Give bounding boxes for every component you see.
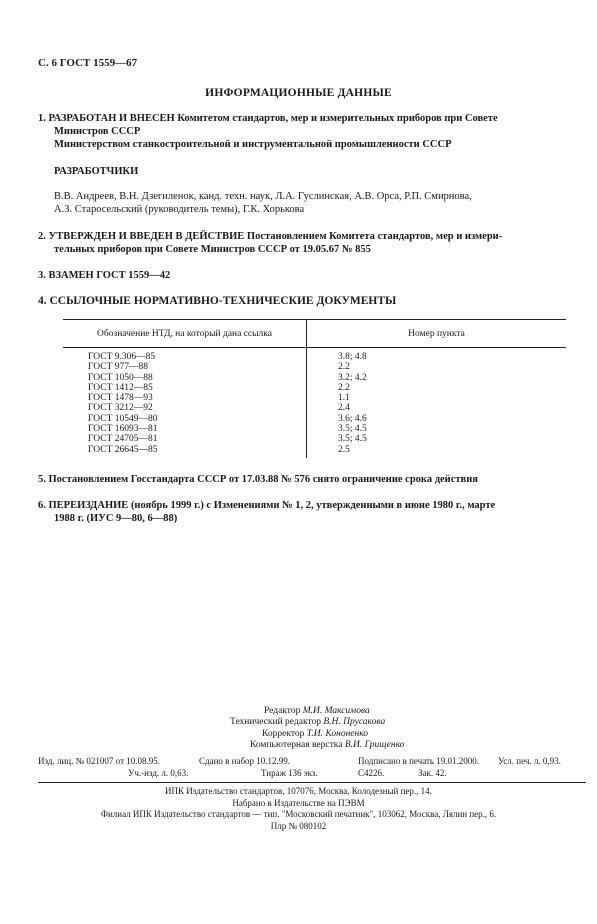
table-cell-clause: 2.2 [338,362,350,373]
table-row [63,414,566,424]
table-cell-designation: ГОСТ 24705—81 [63,434,307,444]
item-5-number: 5. [38,474,46,485]
item-1-text-line3: Министерством станкостроительной и инструментальной промышленности СССР [54,139,452,150]
imprint-run: Тираж 136 экз. [261,768,318,778]
item-6-number: 6. [38,500,46,511]
item-1-text: Комитетом стандартов, мер и измерительных приборов при Совете [177,113,498,124]
credits [230,706,404,751]
item-3 [38,269,170,282]
table-row [63,362,566,372]
table-cell-clause: 3.2; 4.2 [338,372,367,383]
table-cell-designation: ГОСТ 977—88 [63,362,307,372]
item-2 [38,230,578,256]
table-cell-clause: 2.2 [338,382,350,393]
item-4-lead: ССЫЛОЧНЫЕ НОРМАТИВНО-ТЕХНИЧЕСКИЕ ДОКУМЕНТЫ [49,295,397,307]
item-1-lead: РАЗРАБОТАН И ВНЕСЕН [48,113,175,124]
item-2-lead: УТВЕРЖДЕН И ВВЕДЕН В ДЕЙСТВИЕ [48,231,245,242]
item-2-number: 2. [38,231,46,242]
item-6-lead: ПЕРЕИЗДАНИЕ [48,500,129,511]
item-3-lead: ВЗАМЕН ГОСТ 1559—42 [48,270,171,281]
table-row [63,383,566,393]
developers-line1: В.В. Андреев, В.Н. Дзегиленок, канд. техн. наук, Л.А. Гуслинская, А.В. Орса, Р.П. Смирнова, [54,191,472,202]
developers-heading: РАЗРАБОТЧИКИ [54,166,139,177]
credit-tech-editor-name: В.Н. Прусакова [323,717,386,728]
publisher-line4: Плр № 080102 [270,820,327,831]
table-cell-designation: ГОСТ 9.306—85 [63,348,307,363]
table-row [63,445,566,458]
table-cell-clause: 3.8; 4.8 [338,352,367,362]
table-cell-designation: ГОСТ 1050—88 [63,373,307,383]
table-cell-designation: ГОСТ 10549—80 [63,414,307,424]
table-cell-clause: 3.5; 4.5 [338,434,367,445]
credit-corrector-role: Корректор [262,728,305,739]
credit-layout-role: Компьютерная верстка [250,739,343,750]
publisher-line3: Филиал ИПК Издательство стандартов — тип. "Московский печатник", 103062, Москва, Лялин пер., 6. [100,809,497,819]
item-6 [38,499,588,525]
page-header: С. 6 ГОСТ 1559—67 [38,57,138,69]
credit-tech-editor-role: Технический редактор [230,717,321,728]
table-row [63,403,566,413]
item-1 [38,112,578,151]
item-3-number: 3. [38,270,46,281]
imprint-sent-to-set: Сдано в набор 10.12.99. [199,756,291,766]
imprint-code: С4226. [358,768,385,778]
imprint-order: Зак. 42. [418,768,447,778]
item-4 [38,295,396,308]
item-1-text-line2: Министров СССР [54,126,141,137]
table-cell-designation: ГОСТ 1412—85 [63,383,307,393]
table-cell-clause: 3.5; 4.5 [338,424,367,435]
table-header-designation: Обозначение НТД, на который дана ссылка [63,320,307,348]
item-4-number: 4. [38,295,47,307]
table-row [63,424,566,434]
item-6-text-line1: (ноябрь 1999 г.) с Изменениями № 1, 2, утвержденными в июне 1980 г., марте [130,500,496,511]
publisher [0,786,597,832]
developers-line2: А.З. Старосельский (руководитель темы), Г.К. Хорькова [54,204,305,215]
credit-corrector-name: Т.И. Кононенко [306,728,369,739]
imprint-signed: Подписано в печать 19.01.2000. [358,756,480,766]
table-row [63,434,566,444]
item-2-text-line1: Постановлением Комитета стандартов, мер и измери- [246,231,503,242]
table-cell-clause: 2.5 [338,444,350,455]
credit-layout-name: В.И. Грищенко [344,739,405,750]
developers-list [54,190,584,216]
item-5-text: Постановлением Госстандарта СССР от 17.03.88 № 576 снято ограничение срока действия [48,474,478,485]
table-cell-designation: ГОСТ 1478—93 [63,393,307,403]
item-1-number: 1. [38,113,46,124]
publisher-line2: Набрано в Издательстве на ПЭВМ [232,797,365,808]
imprint-print-sheets: Усл. печ. л. 0,93. [498,756,561,766]
item-6-text-line2: 1988 г. (ИУС 9—80, 6—88) [54,513,178,524]
references-table [63,319,566,458]
table-row [63,348,566,363]
table-cell-clause: 1.1 [338,393,350,404]
table-row [63,373,566,383]
publisher-line1: ИПК Издательство стандартов, 107076, Москва, Колодезный пер., 14. [165,786,432,796]
table-header-clause: Номер пункта [307,320,567,348]
item-5 [38,473,588,486]
table-cell-designation: ГОСТ 3212—92 [63,403,307,413]
table-cell-designation: ГОСТ 26645—85 [63,445,307,458]
table-header-row [63,320,566,348]
table-cell-designation: ГОСТ 16093—81 [63,424,307,434]
imprint-divider [38,782,586,783]
credit-editor-name: М.И. Максимова [302,706,370,716]
imprint-license: Изд. лиц. № 021007 от 10.08.95. [38,756,160,766]
imprint-pub-sheets: Уч.-изд. л. 0,63. [128,768,189,778]
credit-editor-role: Редактор [264,706,301,716]
table-cell-clause: 3.6; 4.6 [338,413,367,424]
section-title: ИНФОРМАЦИОННЫЕ ДАННЫЕ [205,87,392,99]
item-2-text-line2: тельных приборов при Совете Министров СССР от 19.05.67 № 855 [54,244,371,255]
table-cell-clause: 2.4 [338,403,350,414]
table-row [63,393,566,403]
